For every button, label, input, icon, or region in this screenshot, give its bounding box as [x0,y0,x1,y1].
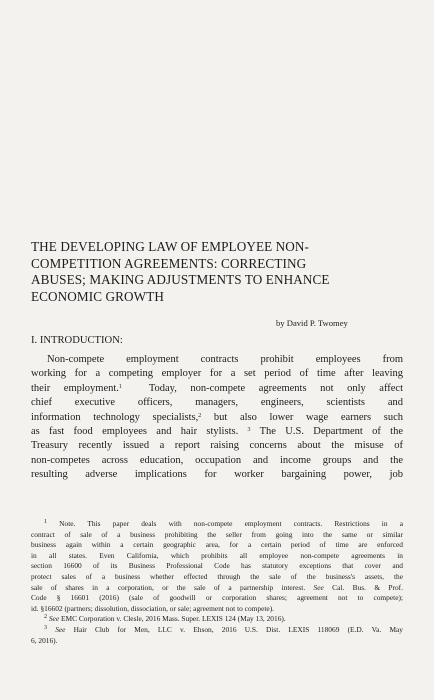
body-text: Today, non-compete agreements not only affect [148,382,403,394]
body-paragraph [31,353,403,483]
body-line: resulting adverse implications for worker bargaining power, job [31,469,403,481]
author-byline: by David P. Twomey [276,318,348,328]
footnote-2 [31,614,403,625]
footnote-line [31,614,403,625]
body-text: but also lower wage earners such [213,411,404,423]
section-heading: I. INTRODUCTION: [31,335,123,346]
footnote-1 [31,519,403,614]
title-line: THE DEVELOPING LAW OF EMPLOYEE NON- [31,239,310,254]
footnote-line: contract of sale of a business prohibiting the seller from going into the same or similar [31,529,403,539]
footnote-text: EMC Corporation v. Clesle, 2016 Mass. Super. LEXIS 124 (May 13, 2016). [60,614,286,623]
footnote-line [31,583,403,594]
footnote-line [31,625,403,636]
footnote-line [31,519,403,530]
body-line: Treasury recently issued a report raising concerns about the misuse of [31,440,403,452]
footnote-line: business again within a certain geographic area, for a certain period of time are enforced [31,540,403,550]
body-line [31,382,403,396]
footnote-line: section 16600 of its Business Professional Code has statutory exceptions that cover and [31,561,403,571]
body-line: working for a competing employer for a set period of time after leaving [31,368,403,380]
footnote-text: Note. This paper deals with non-compete employment contracts. Restrictions in a [59,519,403,528]
body-text: as fast food employees and hair stylists. [31,426,239,438]
body-line [31,411,403,425]
title-line: COMPETITION AGREEMENTS: CORRECTING [31,255,307,271]
footnote-text: Cal. Bus. & Prof. [332,582,403,592]
footnote-text: Hair Club for Men, LLC v. Ehson, 2016 U.S. Dist. LEXIS 118069 (E.D. Va. May [73,625,403,634]
footnote-ref: 2 [198,412,202,419]
footnote-3 [31,625,403,646]
footnote-line: id. §16602 (partners; dissolution, dissociation, or sale; agreement not to compete). [31,603,275,613]
signal-see: See [55,625,66,634]
footnote-ref: 1 [118,383,122,390]
footnote-line: in all states. Even California, which prohibits all employee non-compete agreements in [31,550,403,560]
footnote-mark: 1 [44,519,47,525]
signal-see: See [48,614,60,623]
body-text: The U.S. Department of the [259,426,404,438]
signal-see: See [313,582,324,592]
body-line: non-competes across education, occupation and income groups and the [31,454,403,466]
body-line [31,425,403,439]
footnote-line: Code § 16601 (2016) (sale of goodwill or corporation shares; agreement not to compete); [31,593,403,603]
footnote-text: sale of shares in a corporation, or the sale of a partnership interest. [31,582,306,592]
footnote-mark: 2 [44,614,47,620]
body-text: information technology specialists, [31,411,199,423]
footnote-line: 6, 2016). [31,635,58,645]
body-line: chief executive officers, managers, engineers, scientists and [31,397,403,409]
body-line: Non-compete employment contracts prohibit employees from [47,354,403,365]
footnote-mark: 3 [44,625,47,631]
footnote-line: protect sales of a business whether effected through the sale of the business's assets, the [31,571,403,581]
article-title [31,239,371,305]
footnote-ref: 3 [247,427,251,434]
body-text: their employment. [31,382,119,394]
title-line: ECONOMIC GROWTH [31,288,165,304]
title-line: ABUSES; MAKING ADJUSTMENTS TO ENHANCE [31,272,330,288]
